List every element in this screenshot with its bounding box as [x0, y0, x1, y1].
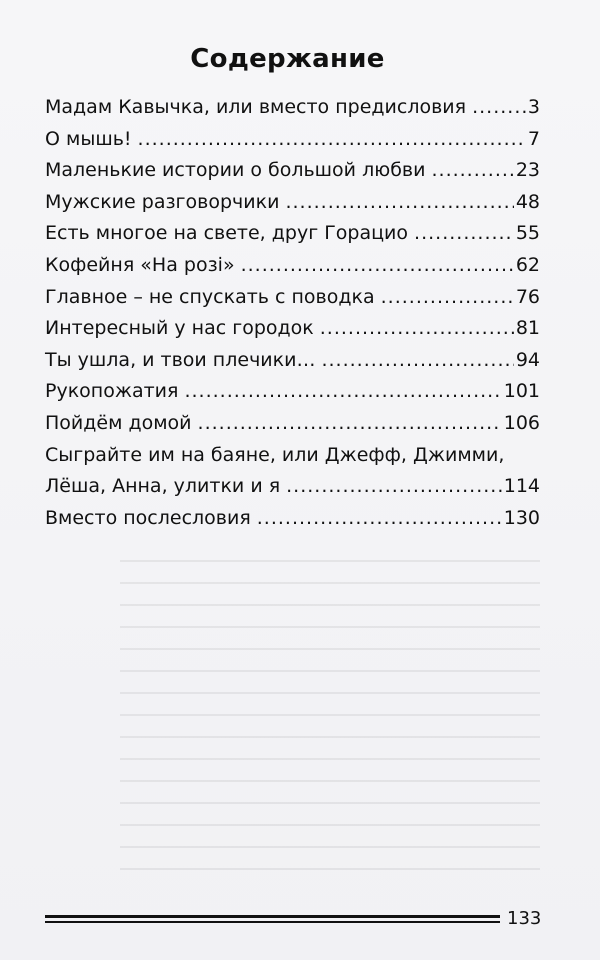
toc-entry [45, 503, 540, 535]
toc-entry [45, 124, 540, 156]
toc-entry [45, 92, 540, 124]
dot-leader [431, 155, 513, 187]
toc-entry [45, 155, 540, 187]
toc-entry-title: Пойдём домой [45, 411, 192, 434]
toc-entry [45, 250, 540, 282]
footer-double-rule [45, 915, 500, 924]
toc-entry-page: 48 [515, 190, 540, 213]
toc-entry-title: О мышь! [45, 127, 132, 150]
toc-entry-title-line1: Сыграйте им на баяне, или Джефф, Джимми, [45, 443, 505, 466]
dot-leader [285, 187, 513, 219]
toc-entry-page: 130 [503, 506, 540, 529]
dot-leader [198, 408, 502, 440]
dot-leader [138, 124, 526, 156]
table-of-contents [45, 92, 540, 534]
toc-entry-page: 3 [527, 96, 540, 118]
toc-entry-title: Главное – не спускать с поводка [45, 285, 375, 308]
toc-entry-page: 114 [503, 475, 540, 498]
dot-leader [472, 92, 526, 124]
toc-entry [45, 376, 540, 408]
dot-leader [241, 250, 514, 282]
toc-entry [45, 218, 540, 250]
toc-entry-page: 55 [515, 222, 540, 245]
toc-entry [45, 440, 540, 503]
dot-leader [320, 313, 514, 345]
toc-entry-title: Вместо послесловия [45, 506, 251, 529]
toc-entry-title: Мадам Кавычка, или вместо предисловия [45, 96, 467, 118]
toc-entry-page: 23 [515, 159, 540, 182]
dot-leader [257, 503, 502, 535]
toc-entry-title: Кофейня «На розі» [45, 253, 235, 276]
dot-leader [321, 345, 513, 377]
toc-entry-page: 7 [527, 127, 540, 150]
toc-entry-title: Ты ушла, и твои плечики… [45, 348, 316, 371]
toc-entry-title: Есть многое на свете, друг Горацио [45, 222, 409, 245]
toc-entry [45, 282, 540, 314]
toc-entry-page: 62 [515, 253, 540, 276]
bleed-through-text [120, 560, 540, 890]
toc-entry-title: Маленькие истории о большой любви [45, 159, 426, 182]
toc-entry [45, 187, 540, 219]
dot-leader [184, 376, 501, 408]
toc-entry-title: Рукопожатия [45, 380, 179, 403]
page-title: Содержание [190, 44, 385, 74]
toc-entry-title: Интересный у нас городок [45, 317, 314, 340]
toc-entry [45, 313, 540, 345]
toc-entry-page: 81 [515, 317, 540, 340]
dot-leader [286, 471, 502, 503]
toc-entry-page: 76 [515, 285, 540, 308]
toc-entry-page: 106 [503, 411, 540, 434]
page-number: 133 [507, 908, 542, 929]
toc-entry [45, 345, 540, 377]
dot-leader [381, 282, 514, 314]
dot-leader [414, 218, 514, 250]
toc-entry [45, 408, 540, 440]
toc-entry-title-line2: Лёша, Анна, улитки и я [45, 475, 281, 498]
toc-entry-title: Мужские разговорчики [45, 190, 280, 213]
toc-entry-page: 94 [515, 348, 540, 371]
toc-entry-page: 101 [503, 380, 540, 403]
